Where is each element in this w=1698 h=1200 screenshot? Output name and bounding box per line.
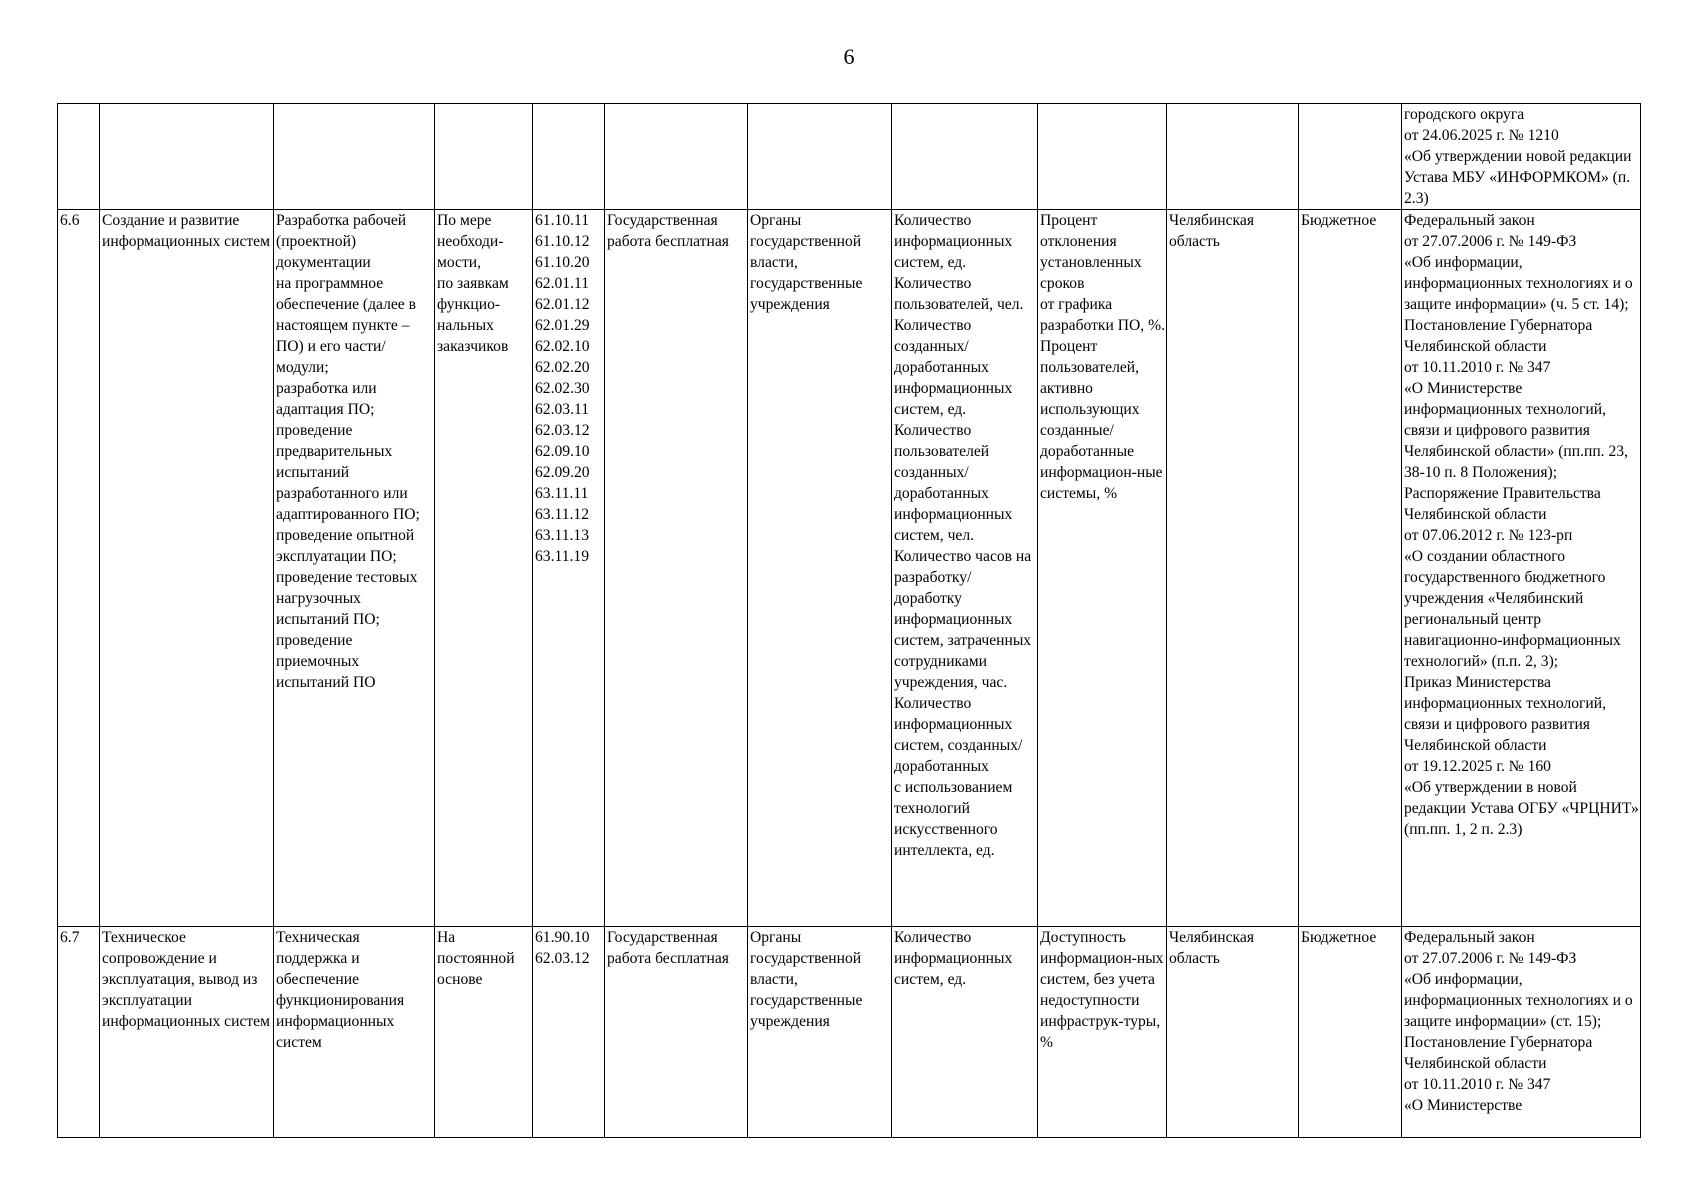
cell-institution-type: Бюджетное — [1299, 927, 1402, 1138]
cell-empty — [748, 104, 892, 210]
cell-work-type: Государственная работа бесплатная — [605, 210, 748, 927]
table-row-6-6 — [58, 210, 1641, 927]
cell-legal-basis: Федеральный закон от 27.07.2006 г. № 149-ФЗ «Об информации, информационных технологиях и о защите информации» (ст. 15); Постановление Губернатора Челябинской области от 10.11.2010 г. № 347 «О Министерстве — [1402, 927, 1641, 1138]
cell-empty — [274, 104, 435, 210]
cell-okved-codes: 61.10.11 61.10.12 61.10.20 62.01.11 62.01.12 62.01.29 62.02.10 62.02.20 62.02.30 62.03.11 62.03.12 62.09.10 62.09.20 63.11.11 63.11.12 63.11.13 63.11.19 — [533, 210, 605, 927]
cell-institution-type: Бюджетное — [1299, 210, 1402, 927]
cell-empty — [100, 104, 274, 210]
cell-empty — [892, 104, 1038, 210]
cell-region: Челябинская область — [1167, 210, 1299, 927]
cell-frequency: На постоянной основе — [435, 927, 533, 1138]
cell-empty — [58, 104, 100, 210]
page-number: 6 — [843, 44, 855, 69]
cell-region: Челябинская область — [1167, 927, 1299, 1138]
cell-volume-indicators: Количество информационных систем, ед. Количество пользователей, чел. Количество созданных/ доработанных информационных систем, ед. Количество пользователей созданных/ доработанных информационных систем, чел. Количество часов на разработку/ доработку информационных систем, затраченных сотрудниками учреждения, час. Количество информационных систем, созданных/ доработанных с использованием технологий искусственного интеллекта, ед. — [892, 210, 1038, 927]
cell-legal-basis: Федеральный закон от 27.07.2006 г. № 149-ФЗ «Об информации, информационных технологиях и о защите информации» (ч. 5 ст. 14); Постановление Губернатора Челябинской области от 10.11.2010 г. № 347 «О Министерстве информационных технологий, связи и цифрового развития Челябинской области» (пп.пп. 23, 38-10 п. 8 Положения); Распоряжение Правительства Челябинской области от 07.06.2012 г. № 123-рп «О создании областного государственного бюджетного учреждения «Челябинский региональный центр навигационно-информационных технологий» (п.п. 2, 3); Приказ Министерства информационных технологий, связи и цифрового развития Челябинской области от 19.12.2025 г. № 160 «Об утверждении в новой редакции Устава ОГБУ «ЧРЦНИТ» (пп.пп. 1, 2 п. 2.3) — [1402, 210, 1641, 927]
cell-volume-indicators: Количество информационных систем, ед. — [892, 927, 1038, 1138]
cell-work-type: Государственная работа бесплатная — [605, 927, 748, 1138]
cell-work-content: Разработка рабочей (проектной) документации на программное обеспечение (далее в настоящем пункте – ПО) и его части/модули; разработка или адаптация ПО; проведение предварительных испытаний разработанного или адаптированного ПО; проведение опытной эксплуатации ПО; проведение тестовых нагрузочных испытаний ПО; проведение приемочных испытаний ПО — [274, 210, 435, 927]
cell-number: 6.7 — [58, 927, 100, 1138]
cell-frequency: По мере необходи-мости, по заявкам функцио-нальных заказчиков — [435, 210, 533, 927]
cell-okved-codes: 61.90.10 62.03.12 — [533, 927, 605, 1138]
table-row-6-7 — [58, 927, 1641, 1138]
legal-basis-text: городского округа от 24.06.2025 г. № 1210 «Об утверждении новой редакции Устава МБУ «ИНФОРМКОМ» (п. 2.3) — [1404, 106, 1632, 207]
cell-work-name: Техническое сопровождение и эксплуатация, вывод из эксплуатации информационных систем — [100, 927, 274, 1138]
cell-consumers: Органы государственной власти, государственные учреждения — [748, 210, 892, 927]
cell-consumers: Органы государственной власти, государственные учреждения — [748, 927, 892, 1138]
cell-work-name: Создание и развитие информационных систем — [100, 210, 274, 927]
table-row-continuation — [58, 104, 1641, 210]
cell-empty — [1038, 104, 1167, 210]
cell-legal-basis — [1402, 104, 1641, 210]
cell-empty — [1167, 104, 1299, 210]
cell-quality-indicators: Доступность информацион-ных систем, без учета недоступности инфраструк-туры, % — [1038, 927, 1167, 1138]
cell-quality-indicators: Процент отклонения установленных сроков от графика разработки ПО, %. Процент пользователей, активно использующих созданные/ доработанные информацион-ные системы, % — [1038, 210, 1167, 927]
cell-empty — [1299, 104, 1402, 210]
cell-empty — [533, 104, 605, 210]
cell-empty — [605, 104, 748, 210]
cell-work-content: Техническая поддержка и обеспечение функционирования информационных систем — [274, 927, 435, 1138]
cell-number: 6.6 — [58, 210, 100, 927]
cell-empty — [435, 104, 533, 210]
services-table — [57, 103, 1641, 1138]
